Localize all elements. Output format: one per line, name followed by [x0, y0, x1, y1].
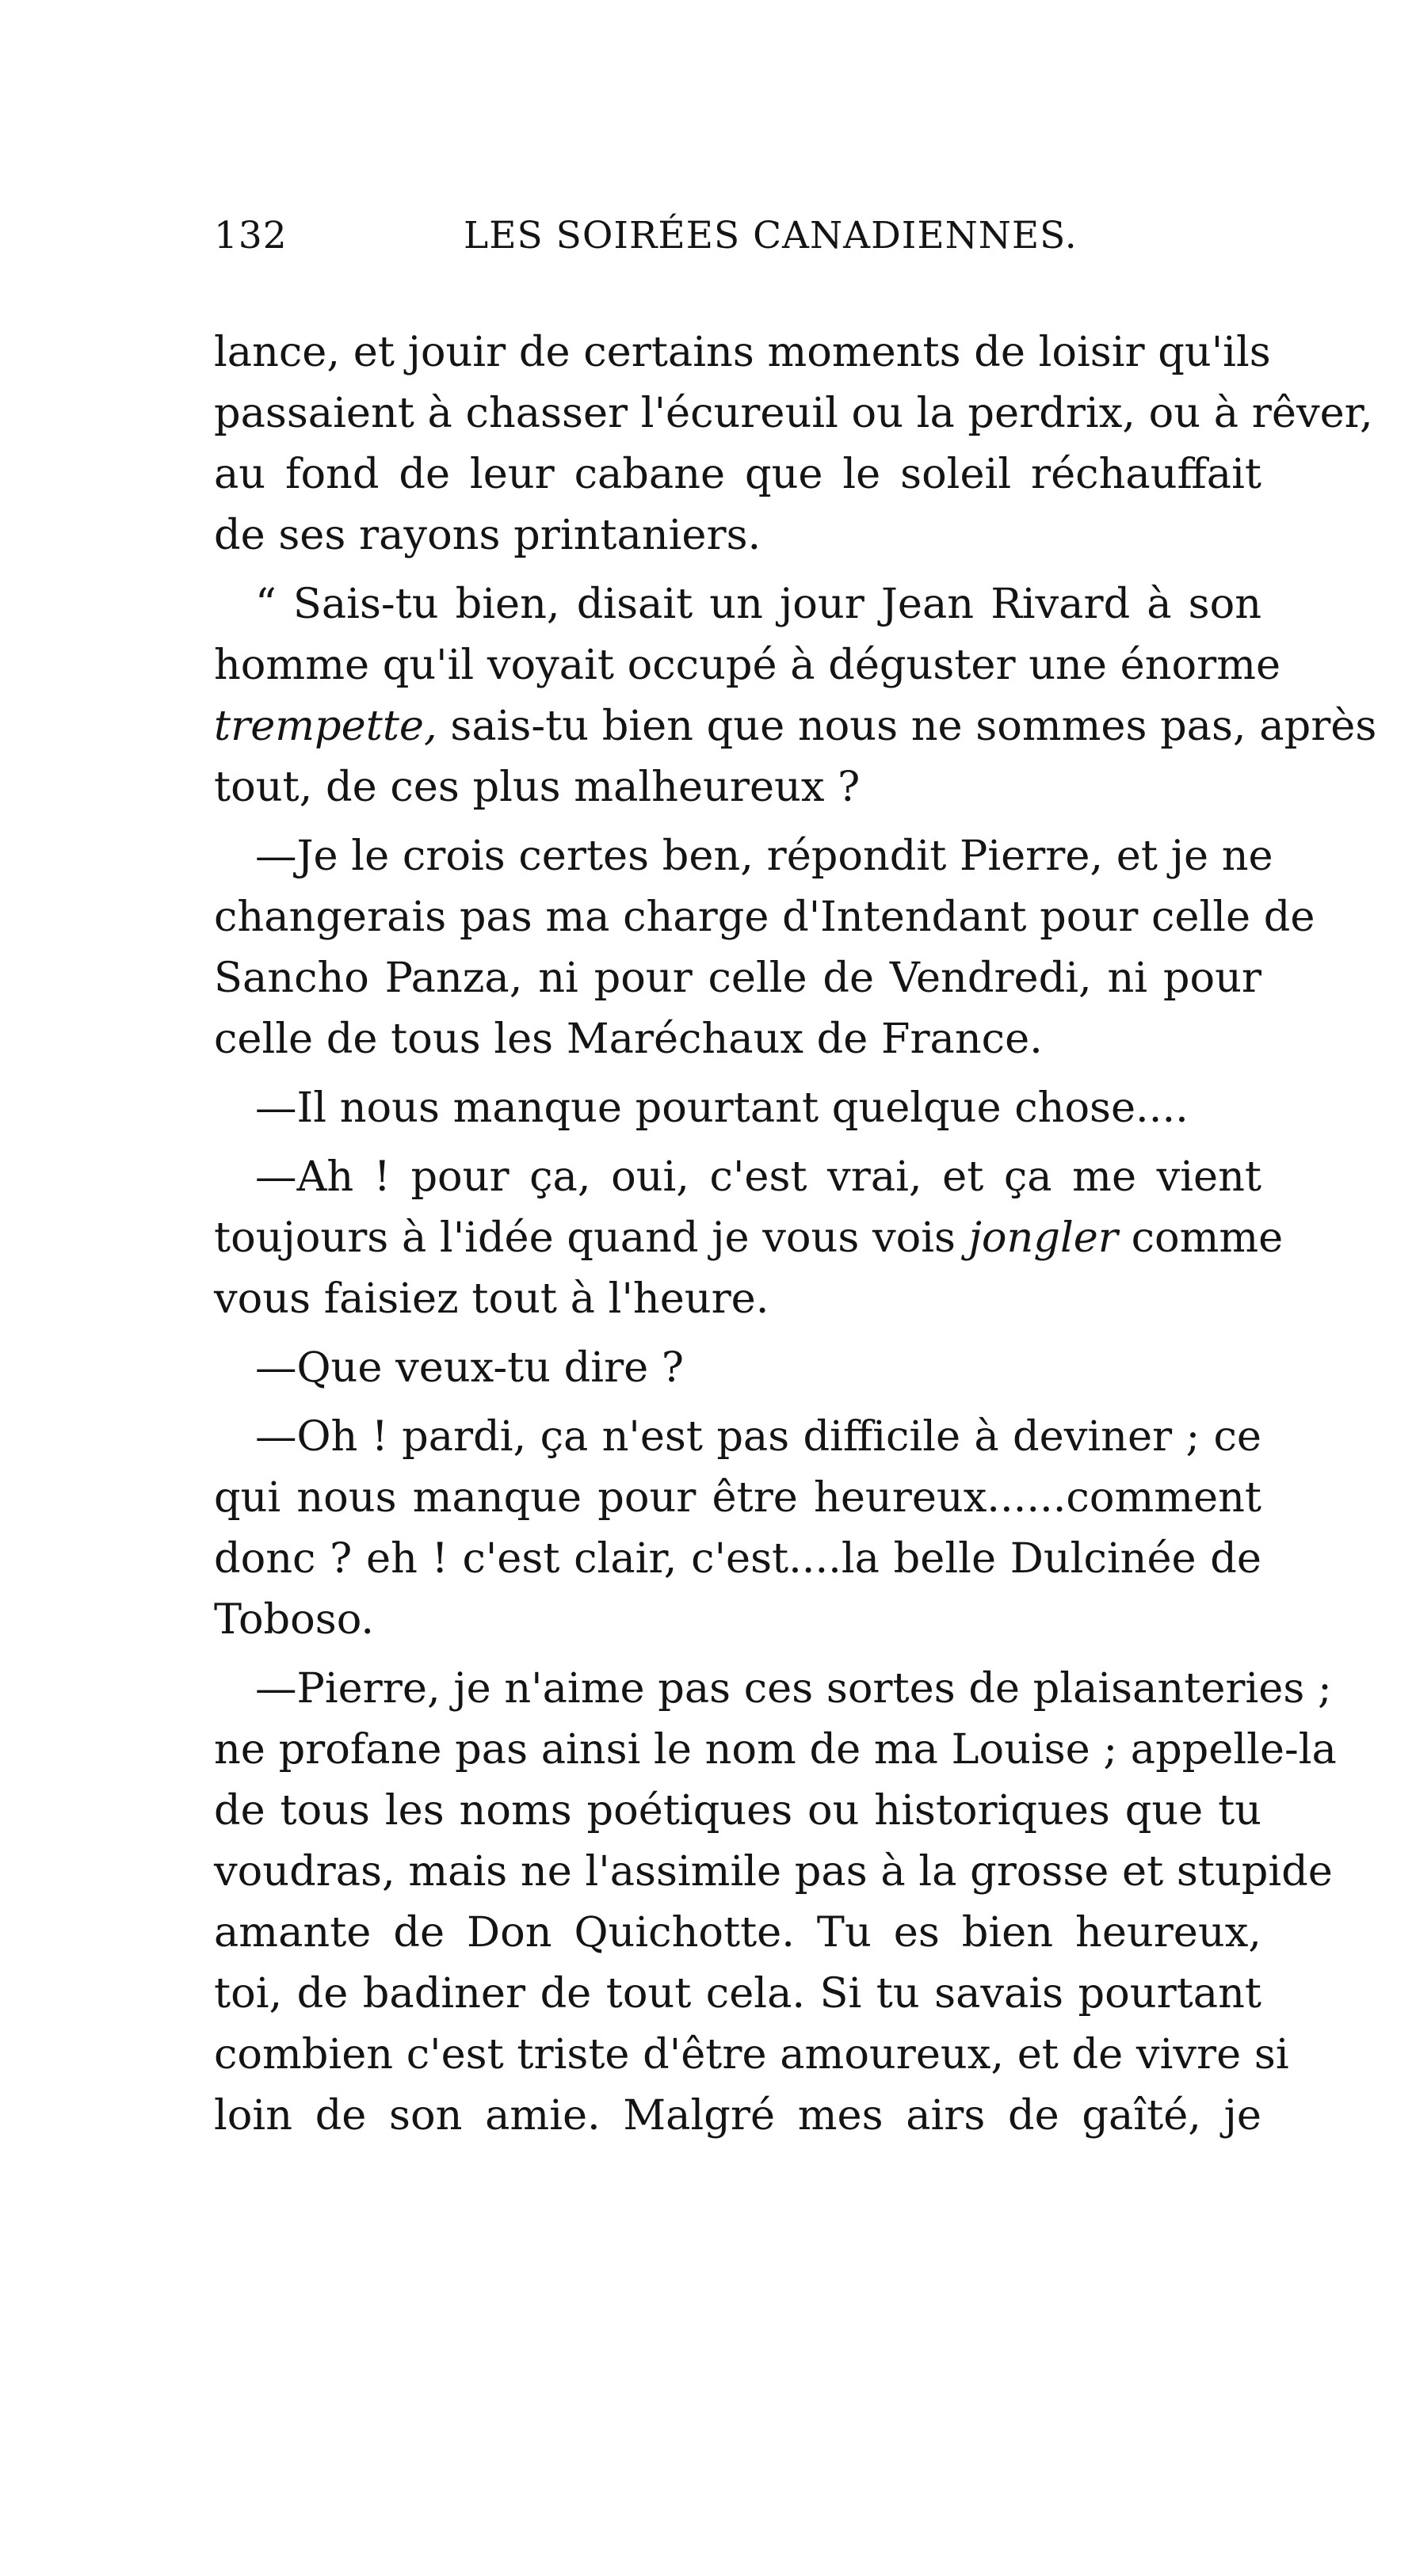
text-line: loin de son amie. Malgré mes airs de gaîté, je	[214, 2091, 1261, 2140]
text-line: “ Sais-tu bien, disait un jour Jean Rivard à son	[255, 580, 1261, 628]
text-line: —Oh ! pardi, ça n'est pas difficile à deviner ; ce	[255, 1412, 1261, 1461]
text-line: vous faisiez tout à l'heure.	[214, 1275, 769, 1323]
text-span: comme	[1117, 1214, 1284, 1262]
text-line: —Ah ! pour ça, oui, c'est vrai, et ça me vient	[255, 1153, 1261, 1201]
text-line: donc ? eh ! c'est clair, c'est....la belle Dulcinée de	[214, 1534, 1261, 1583]
italic-word: trempette,	[214, 702, 437, 750]
paragraph	[214, 1337, 1261, 1398]
italic-word: jongler	[968, 1214, 1118, 1262]
text-line: de ses rayons printaniers.	[214, 511, 761, 559]
running-title: LES SOIRÉES CANADIENNES.	[464, 214, 1078, 257]
text-line: amante de Don Quichotte. Tu es bien heureux,	[214, 1908, 1261, 1957]
text-line: Sancho Panza, ni pour celle de Vendredi, ni pour	[214, 954, 1261, 1002]
text-line: ne profane pas ainsi le nom de ma Louise ; appelle-la	[214, 1725, 1337, 1774]
text-line: —Je le crois certes ben, répondit Pierre, et je ne	[255, 832, 1273, 880]
text-line: —Pierre, je n'aime pas ces sortes de plaisanteries ;	[255, 1664, 1332, 1713]
paragraph	[214, 574, 1377, 817]
text-line: voudras, mais ne l'assimile pas à la grosse et stupide	[214, 1847, 1333, 1896]
text-line: combien c'est triste d'être amoureux, et de vivre si	[214, 2030, 1289, 2079]
text-line: —Que veux-tu dire ?	[255, 1343, 685, 1392]
text-line: au fond de leur cabane que le soleil réchauffait	[214, 450, 1261, 498]
text-span: toujours à l'idée quand je vous vois	[214, 1214, 969, 1262]
paragraph	[214, 1658, 1337, 2146]
text-span: sais-tu bien que nous ne sommes pas, après	[437, 702, 1377, 750]
page-number: 132	[214, 214, 288, 257]
text-line: changerais pas ma charge d'Intendant pour celle de	[214, 893, 1315, 941]
page-header	[214, 212, 1078, 260]
paragraph	[214, 322, 1373, 566]
text-line: lance, et jouir de certains moments de loisir qu'ils	[214, 328, 1271, 376]
text-line	[214, 695, 1377, 756]
text-line: celle de tous les Maréchaux de France.	[214, 1015, 1043, 1063]
paragraph	[214, 825, 1315, 1069]
text-line: qui nous manque pour être heureux......comment	[214, 1473, 1261, 1522]
text-line: homme qu'il voyait occupé à déguster une énorme	[214, 641, 1281, 689]
text-line: de tous les noms poétiques ou historiques que tu	[214, 1786, 1261, 1835]
text-line: —Il nous manque pourtant quelque chose....	[255, 1084, 1189, 1132]
paragraph	[214, 1077, 1261, 1138]
paragraph	[214, 1406, 1261, 1650]
body-text	[214, 322, 1377, 2146]
text-line: toi, de badiner de tout cela. Si tu savais pourtant	[214, 1969, 1261, 2018]
text-line: Toboso.	[214, 1595, 375, 1644]
text-line: passaient à chasser l'écureuil ou la perdrix, ou à rêver,	[214, 389, 1373, 437]
paragraph	[214, 1146, 1284, 1329]
text-line	[214, 1207, 1284, 1268]
text-line: tout, de ces plus malheureux ?	[214, 763, 861, 811]
